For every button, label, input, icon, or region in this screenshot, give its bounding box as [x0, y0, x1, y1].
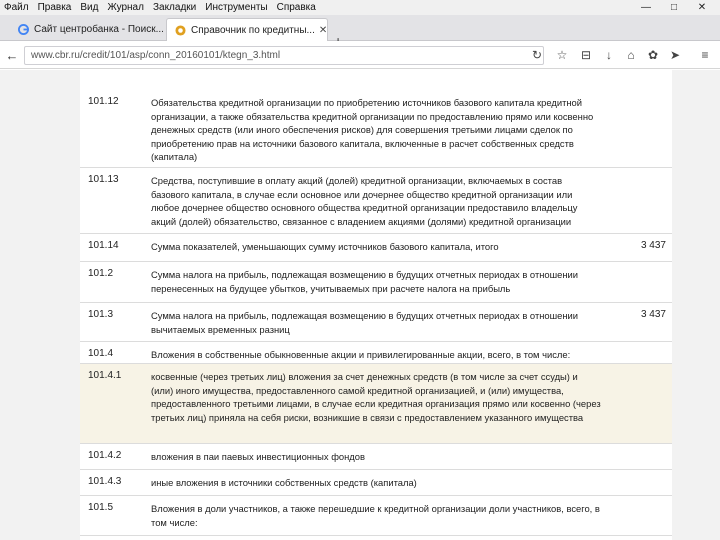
- cbr-icon: [175, 25, 186, 36]
- send-icon[interactable]: ➤: [669, 48, 681, 62]
- table-row: [80, 303, 672, 342]
- url-bar[interactable]: [24, 46, 544, 65]
- table-row: [80, 262, 672, 303]
- tab-google-search[interactable]: [10, 18, 164, 41]
- row-description: Сумма налога на прибыль, подлежащая возмещению в будущих отчетных периодах в отношении перенесенных на будущее убытков, учитываемых при расчете налога на прибыль: [151, 269, 579, 294]
- tab-title: Справочник по кредитны...: [191, 24, 315, 36]
- row-code: 101.4.1: [88, 370, 122, 381]
- table-row: [80, 234, 672, 262]
- row-description: Вложения в доли участников, а также перешедшие к кредитной организации доли участников, всего, в том числе:: [151, 503, 600, 528]
- url-text: www.cbr.ru/credit/101/asp/conn_20160101/ktegn_3.html: [31, 50, 281, 61]
- menu-help[interactable]: Справка: [276, 1, 316, 13]
- download-icon[interactable]: ↓: [606, 48, 612, 62]
- menu-edit[interactable]: Правка: [37, 1, 72, 13]
- row-code: 101.12: [88, 96, 119, 107]
- right-margin: [672, 70, 720, 540]
- tab-cbr-reference[interactable]: [166, 18, 328, 41]
- row-value: 3 437: [640, 309, 666, 320]
- row-code: 101.2: [88, 268, 114, 279]
- table-row: [80, 470, 672, 496]
- close-window-button[interactable]: ✕: [697, 2, 707, 13]
- row-code: 101.13: [88, 174, 119, 185]
- row-code: 101.4.3: [88, 476, 122, 487]
- row-code: 101.14: [88, 240, 119, 251]
- tab-strip: [0, 15, 720, 41]
- row-description: косвенные (через третьих лиц) вложения за счет денежных средств (в том числе за счет ссуды) и (или) иного имущества, предоставленного самой кредитной организацией, и (или) имущества, предоставленного третьими лицами, в случае если кредитная организация прямо или косвенно (через третьих лиц) приняла на себя риски, возникшие в связи с предоставлением указанного имущества: [151, 371, 601, 423]
- maximize-button[interactable]: □: [670, 2, 678, 13]
- close-tab-icon[interactable]: ✕: [318, 24, 328, 36]
- table-row: [80, 496, 672, 536]
- table-row: [80, 90, 672, 168]
- menu-icon[interactable]: ≡: [701, 48, 709, 62]
- back-button[interactable]: ←: [5, 47, 19, 63]
- google-icon: [18, 24, 29, 35]
- row-description: вложения в паи паевых инвестиционных фондов: [151, 451, 365, 462]
- row-description: Сумма налога на прибыль, подлежащая возмещению в будущих отчетных периодах в отношении вычитаемых временных разниц: [151, 310, 579, 335]
- row-description: Средства, поступившие в оплату акций (долей) кредитной организации, включаемых в состав базового капитала, в случае если основное или дочернее общество кредитной организации или любое дочернее общество основного общества кредитной организации предоставило владельцу акций (долей) обязательство, связанное с владением акциями (долями) кредитной организации: [151, 175, 578, 227]
- row-description: иные вложения в источники собственных средств (капитала): [151, 477, 417, 488]
- bookmark-star-icon[interactable]: ☆: [556, 48, 568, 62]
- window-controls: [632, 0, 716, 15]
- extension-icon[interactable]: ✿: [647, 48, 659, 62]
- menu-tools[interactable]: Инструменты: [205, 1, 268, 13]
- page-content: [0, 70, 720, 540]
- table-row: [80, 364, 672, 444]
- minimize-button[interactable]: —: [641, 2, 651, 13]
- tab-title: Сайт центробанка - Поиск...: [34, 24, 164, 35]
- menu-bar: [0, 0, 720, 15]
- row-code: 101.4.2: [88, 450, 122, 461]
- menu-bookmarks[interactable]: Закладки: [152, 1, 197, 13]
- table-row: [80, 444, 672, 470]
- row-code: 101.5: [88, 502, 114, 513]
- table-row: [80, 168, 672, 234]
- reload-icon[interactable]: ↻: [531, 48, 543, 62]
- table-row: [80, 342, 672, 364]
- row-description: Сумма показателей, уменьшающих сумму источников базового капитала, итого: [151, 241, 499, 252]
- menu-view[interactable]: Вид: [80, 1, 99, 13]
- library-icon[interactable]: ⊟: [580, 48, 592, 62]
- row-code: 101.4: [88, 348, 114, 359]
- row-description: Вложения в собственные обыкновенные акции и привилегированные акции, всего, в том числе:: [151, 349, 571, 360]
- row-value: 3 437: [640, 240, 666, 251]
- row-description: Обязательства кредитной организации по приобретению источников базового капитала кредитной организации, а также обязательства кредитной организации по предоставлению прямо или косвенно денежных средств (или иного обеспечения рисков) для совершения третьими лицами сделок по приобретению прав на источники базового капитала, включенные в расчет собственных средств (капитала): [151, 97, 594, 163]
- home-icon[interactable]: ⌂: [627, 48, 635, 62]
- menu-file[interactable]: Файл: [4, 1, 29, 13]
- navigation-bar: [0, 41, 720, 69]
- left-margin: [0, 70, 80, 540]
- menu-history[interactable]: Журнал: [107, 1, 144, 13]
- row-code: 101.3: [88, 309, 114, 320]
